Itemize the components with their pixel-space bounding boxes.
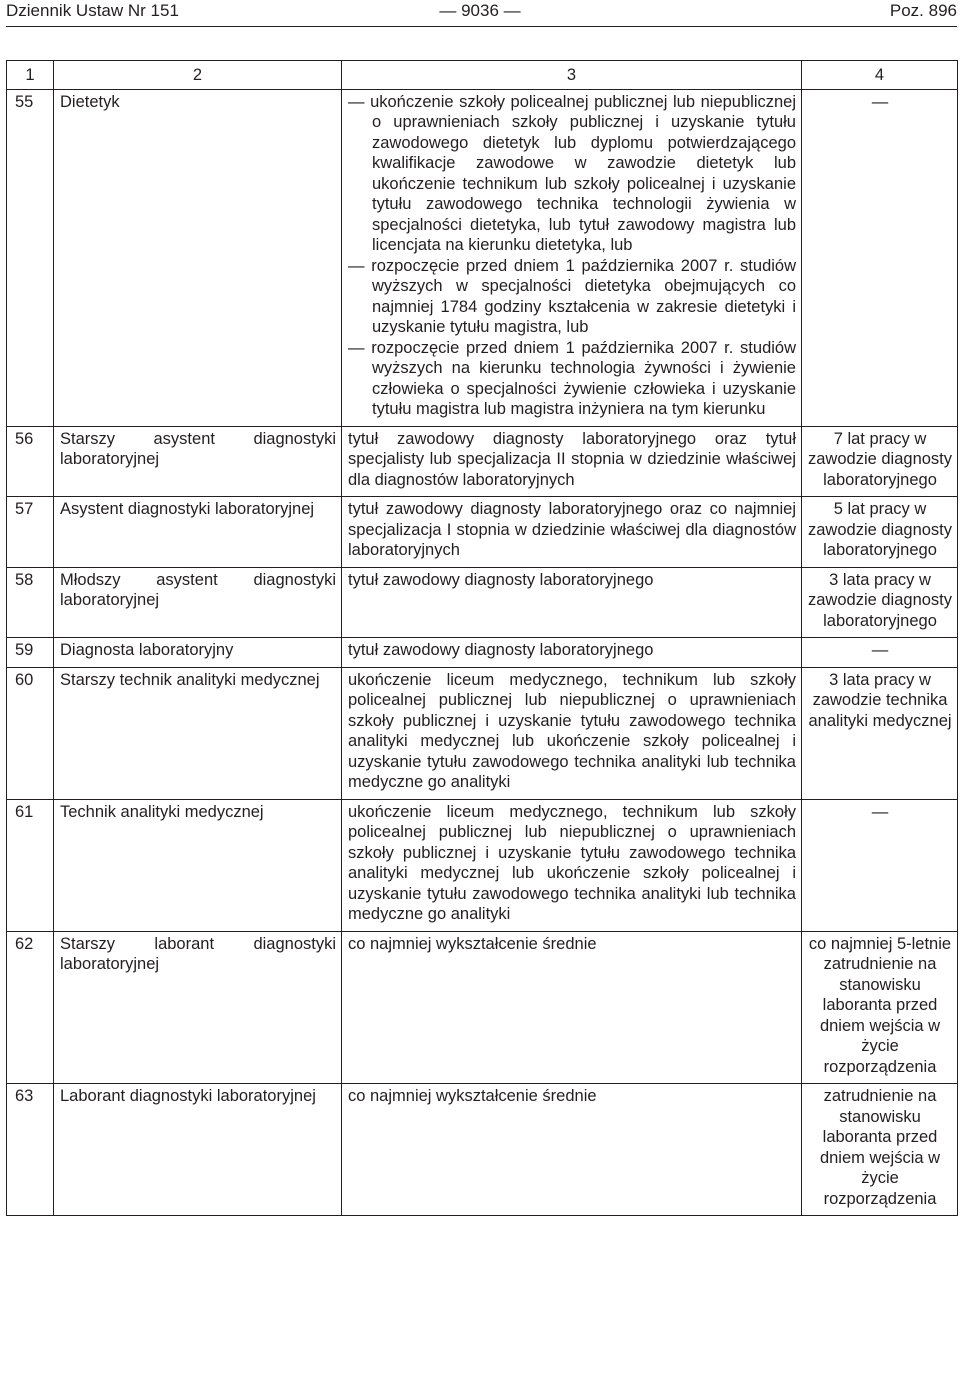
qualification-requirements	[342, 931, 802, 1084]
qualification-requirements	[342, 667, 802, 799]
experience-requirement: 3 lata pracy w zawodzie technika analityki medycznej	[802, 667, 958, 799]
requirement-text: — rozpoczęcie przed dniem 1 października 2007 r. studiów wyższych na kierunku technologia żywności i żywienie człowieka o specjalności żywienie człowieka i uzyskanie tytułu magistra lub magistra inżyniera na tym kierunku	[348, 338, 796, 418]
page-header	[0, 0, 960, 22]
table-row	[7, 567, 958, 638]
column-number: 1	[7, 61, 54, 90]
experience-requirement: —	[802, 89, 958, 426]
column-number: 4	[802, 61, 958, 90]
qualification-requirements	[342, 799, 802, 931]
position-number: Poz. 896	[889, 1, 957, 20]
table-row	[7, 426, 958, 497]
row-number: 61	[7, 799, 54, 931]
requirement-text: tytuł zawodowy diagnosty laboratoryjnego oraz tytuł specjalisty lub specjalizacja II stopnia w dziedzinie właściwej dla diagnostów laboratoryjnych	[348, 429, 796, 489]
table-row	[7, 638, 958, 668]
position-name: Starszy asystent diagnostyki laboratoryjnej	[54, 426, 342, 497]
table-row	[7, 667, 958, 799]
column-number: 3	[342, 61, 802, 90]
position-name: Technik analityki medycznej	[54, 799, 342, 931]
requirement-text: tytuł zawodowy diagnosty laboratoryjnego oraz co najmniej specjalizacja I stopnia w dziedzinie właściwej dla diagnostów laboratoryjnych	[348, 500, 796, 559]
row-number: 58	[7, 567, 54, 638]
requirement-text: co najmniej wykształcenie średnie	[348, 934, 597, 953]
position-name: Dietetyk	[54, 89, 342, 426]
row-number: 63	[7, 1084, 54, 1216]
qualification-requirements	[342, 567, 802, 638]
requirement-text: tytuł zawodowy diagnosty laboratoryjnego	[348, 641, 654, 659]
position-name: Starszy laborant diagnostyki laboratoryjnej	[54, 931, 342, 1084]
experience-requirement: —	[802, 638, 958, 668]
table-row	[7, 89, 958, 426]
requirement-text: — ukończenie szkoły policealnej publicznej lub niepublicznej o uprawnieniach szkoły publicznej i uzyskanie tytułu zawodowego dietetyk lub dyplomu potwierdzającego kwalifikacje zawodowe w zawodzie dietetyk lub ukończenie technikum lub szkoły policealnej i uzyskanie tytułu zawodowego technika technologii żywienia w specjalności dietetyka, lub tytuł zawodowy magistra lub licencjata na kierunku dietetyka, lub	[348, 92, 796, 254]
header-divider	[6, 26, 957, 27]
experience-requirement: 5 lat pracy w zawodzie diagnosty laboratoryjnego	[802, 497, 958, 568]
experience-requirement: 7 lat pracy w zawodzie diagnosty laboratoryjnego	[802, 426, 958, 497]
position-name: Asystent diagnostyki laboratoryjnej	[54, 497, 342, 568]
table-row	[7, 1084, 958, 1216]
column-number: 2	[54, 61, 342, 90]
experience-requirement: co najmniej 5-letnie zatrudnienie na stanowisku laboranta przed dniem wejścia w życie rozporządzenia	[802, 931, 958, 1084]
table-row	[7, 497, 958, 568]
table-row	[7, 799, 958, 931]
requirement-text: — rozpoczęcie przed dniem 1 października 2007 r. studiów wyższych w specjalności dietetyka obejmujących co najmniej 1784 godziny kształcenia w zakresie dietetyki i uzyskanie tytułu magistra, lub	[348, 256, 796, 336]
experience-requirement: 3 lata pracy w zawodzie diagnosty laboratoryjnego	[802, 567, 958, 638]
position-name: Starszy technik analityki medycznej	[54, 667, 342, 799]
qualification-requirements	[342, 426, 802, 497]
position-name: Diagnosta laboratoryjny	[54, 638, 342, 668]
requirement-text: co najmniej wykształcenie średnie	[348, 1087, 597, 1105]
row-number: 60	[7, 667, 54, 799]
position-name: Młodszy asystent diagnostyki laboratoryjnej	[54, 567, 342, 638]
table-row	[7, 931, 958, 1084]
row-number: 62	[7, 931, 54, 1084]
row-number: 56	[7, 426, 54, 497]
experience-requirement: zatrudnienie na stanowisku laboranta przed dniem wejścia w życie rozporządzenia	[802, 1084, 958, 1216]
column-number-row	[7, 61, 958, 90]
requirement-text: tytuł zawodowy diagnosty laboratoryjnego	[348, 570, 654, 589]
row-number: 57	[7, 497, 54, 568]
requirement-text: ukończenie liceum medycznego, technikum lub szkoły policealnej publicznej lub niepublicznej o uprawnieniach szkoły publicznej i uzyskanie tytułu zawodowego technika analityki medycznej lub ukończenie szkoły policealnej i uzyskanie tytułu zawodowego technika analityki lub technika medyczne go analityki	[348, 670, 796, 791]
qualification-requirements	[342, 638, 802, 668]
position-name: Laborant diagnostyki laboratoryjnej	[54, 1084, 342, 1216]
journal-title: Dziennik Ustaw Nr 151	[6, 1, 179, 20]
experience-requirement: —	[802, 799, 958, 931]
row-number: 59	[7, 638, 54, 668]
qualification-requirements	[342, 497, 802, 568]
qualification-requirements	[342, 89, 802, 426]
row-number: 55	[7, 89, 54, 426]
qualification-requirements	[342, 1084, 802, 1216]
requirement-text: ukończenie liceum medycznego, technikum lub szkoły policealnej publicznej lub niepublicznej o uprawnieniach szkoły publicznej i uzyskanie tytułu zawodowego technika analityki medycznej lub ukończenie szkoły policealnej i uzyskanie tytułu zawodowego technika analityki lub technika medyczne go analityki	[348, 802, 796, 923]
qualifications-table	[6, 60, 958, 1216]
page-number: — 9036 —	[439, 1, 521, 20]
